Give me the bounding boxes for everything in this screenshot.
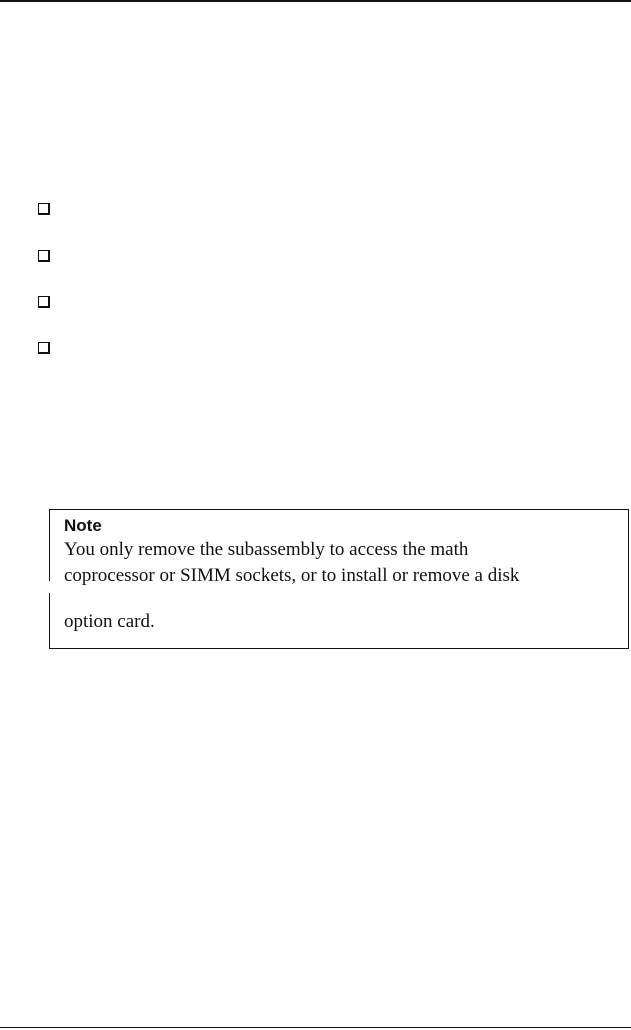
checkbox-2[interactable] [38, 250, 50, 262]
page-bottom-rule [0, 1027, 631, 1028]
checklist [38, 203, 68, 363]
note-line-2: coprocessor or SIMM sockets, or to install or remove a disk [64, 565, 520, 586]
checkbox-1[interactable] [38, 203, 50, 215]
page-top-rule [0, 0, 631, 2]
note-line-1: You only remove the subassembly to access the math [64, 539, 469, 560]
checkbox-3[interactable] [38, 296, 50, 308]
note-box [49, 509, 614, 649]
checkbox-4[interactable] [38, 342, 50, 354]
note-border-bottom [49, 648, 629, 649]
note-line-3: option card. [64, 611, 155, 632]
note-border-top [49, 509, 629, 510]
note-border-right [628, 509, 629, 649]
note-title: Note [64, 516, 102, 535]
note-border-left-lower [49, 593, 50, 649]
note-border-left-upper [49, 509, 50, 581]
